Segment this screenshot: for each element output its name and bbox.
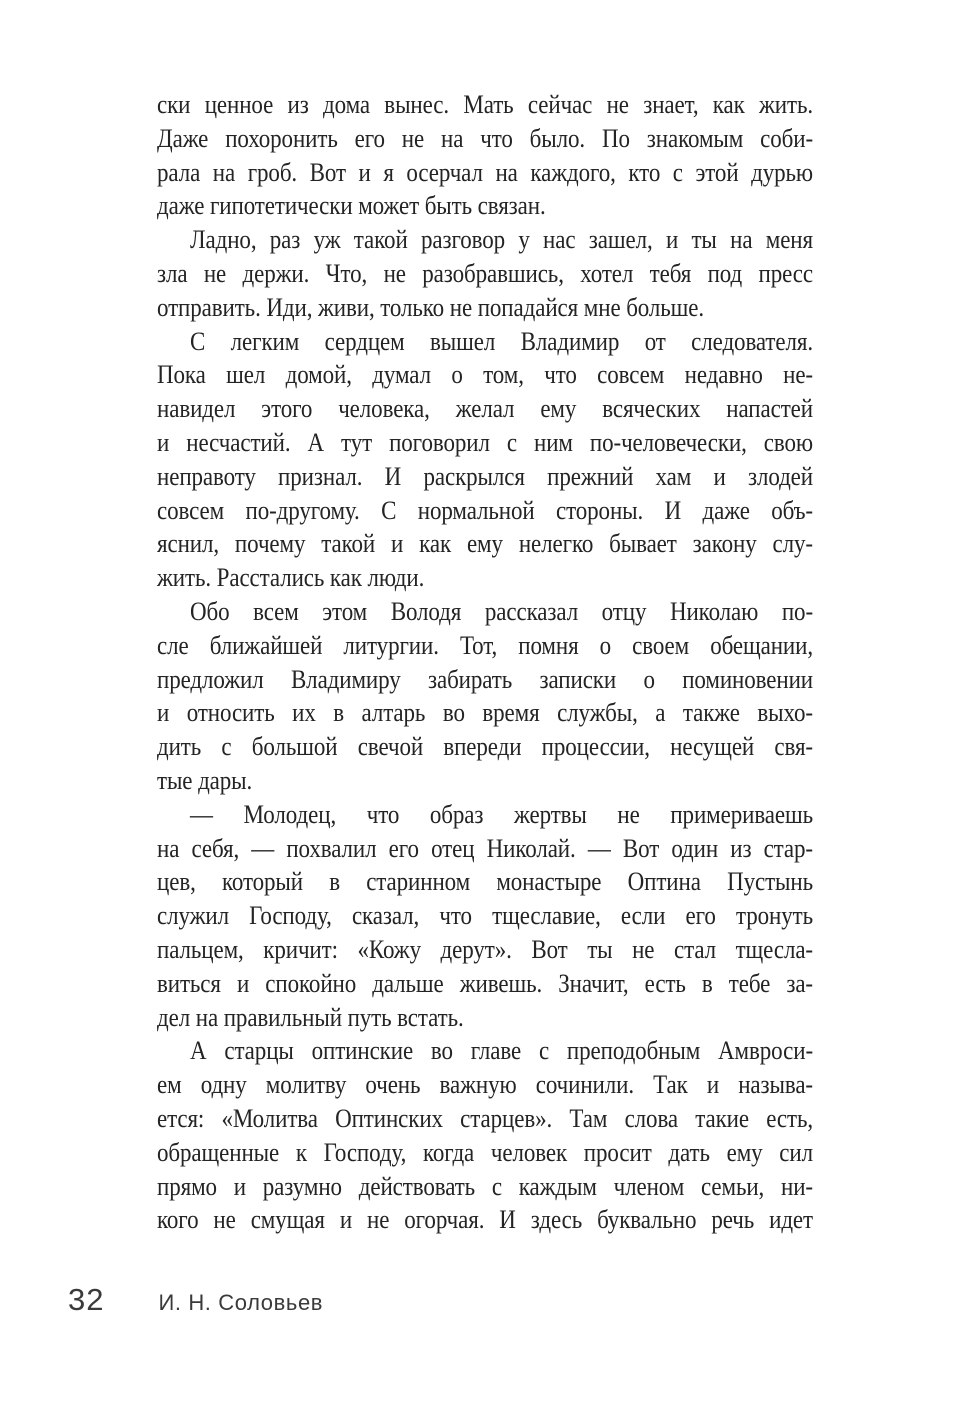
text-line: даже гипотетически может быть связан. — [157, 191, 546, 221]
text-line: ски ценное из дома вынес. Мать сейчас не знает, как жить. — [157, 90, 813, 119]
text-line: Пока шел домой, думал о том, что совсем недавно не- — [157, 360, 813, 390]
text-line: кого не смущая и не огорчая. И здесь буквально речь идет — [157, 1205, 813, 1234]
text-line: навидел этого человека, желал ему всяческих напастей — [157, 394, 813, 423]
text-line: неправоту признал. И раскрылся прежний хам и злодей — [157, 461, 813, 491]
text-line: рала на гроб. Вот и я осерчал на каждого, кто с этой дурью — [157, 157, 813, 187]
text-block — [157, 88, 813, 1237]
text-line: ем одну молитву очень важную сочинили. Так и называ- — [157, 1070, 813, 1099]
text-line: дить с большой свечой впереди процессии, несущей свя- — [157, 732, 813, 761]
text-line: зла не держи. Что, не разобравшись, хотел тебя под пресс — [157, 259, 813, 288]
text-line: виться и спокойно дальше живешь. Значит, есть в тебе за- — [157, 968, 813, 998]
running-author: И. Н. Соловьев — [158, 1290, 324, 1315]
text-line: на себя, — похвалил его отец Николай. — Вот один из стар- — [157, 833, 813, 863]
text-line: Ладно, раз уж такой разговор у нас зашел, и ты на меня — [190, 225, 813, 254]
text-line: тые дары. — [157, 766, 253, 795]
text-line: Обо всем этом Володя рассказал отцу Николаю по- — [190, 597, 813, 626]
text-line: прямо и разумно действовать с каждым членом семьи, ни- — [157, 1171, 813, 1201]
text-line: предложил Владимиру забирать записки о поминовении — [157, 664, 813, 694]
page-number: 32 — [68, 1282, 105, 1317]
text-line: дел на правильный путь встать. — [157, 1002, 464, 1032]
text-line: А старцы оптинские во главе с преподобным Амвроси- — [190, 1036, 813, 1066]
text-line: яснил, почему такой и как ему нелегко бывает закону слу- — [157, 529, 813, 559]
text-line: совсем по-другому. С нормальной стороны. И даже объ- — [157, 495, 813, 525]
text-line: Даже похоронить его не на что было. По знакомым соби- — [157, 123, 813, 153]
text-line: и относить их в алтарь во время службы, а также выхо- — [157, 698, 813, 728]
text-line: жить. Расстались как люди. — [157, 563, 425, 592]
text-line: обращенные к Господу, когда человек просит дать ему сил — [157, 1137, 813, 1167]
text-line: — Молодец, что образ жертвы не примериваешь — [190, 799, 813, 829]
text-line: и несчастий. А тут поговорил с ним по-человечески, свою — [157, 428, 813, 457]
page-footer — [68, 1282, 828, 1318]
text-line: С легким сердцем вышел Владимир от следователя. — [190, 326, 813, 356]
text-line: ется: «Молитва Оптинских старцев». Там слова такие есть, — [157, 1104, 813, 1133]
text-line: цев, который в старинном монастыре Оптина Пустынь — [157, 867, 813, 897]
text-line: пальцем, кричит: «Кожу дерут». Вот ты не стал тщесла- — [157, 935, 813, 964]
text-line: служил Господу, сказал, что тщеславие, если его тронуть — [157, 901, 813, 930]
text-line: отправить. Иди, живи, только не попадайся мне больше. — [157, 292, 705, 322]
text-line: сле ближайшей литургии. Тот, помня о своем обещании, — [157, 630, 813, 660]
